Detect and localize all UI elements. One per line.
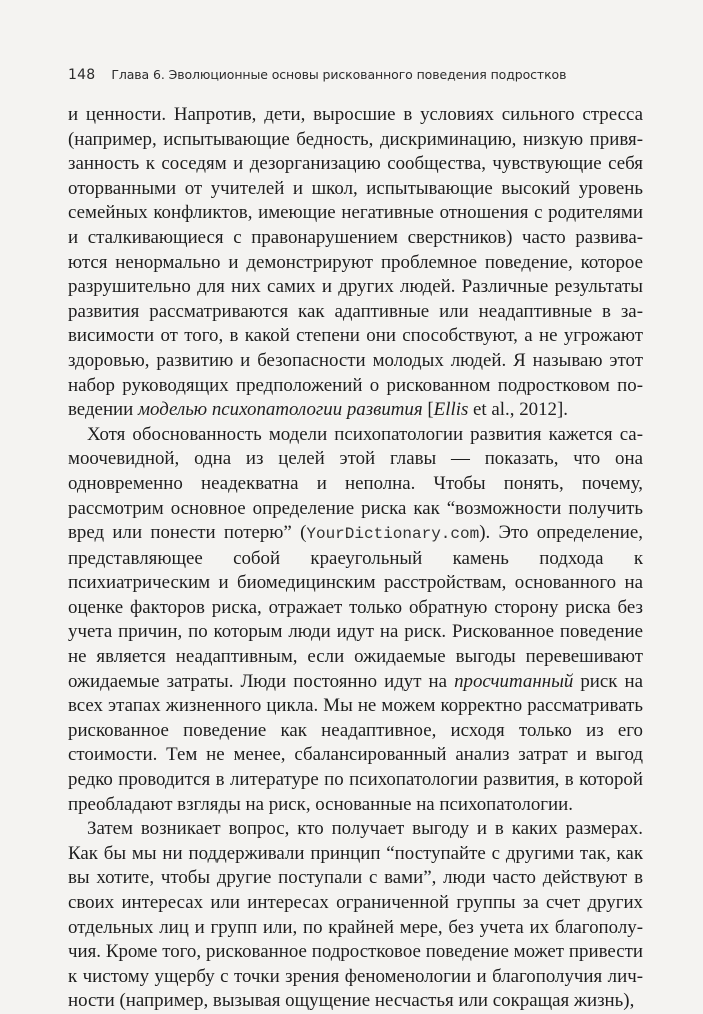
source-name: YourDictionary.com [306,525,480,544]
text-run: Хотя обоснованность модели психопатологии развития кажется самоочевидной, одна из целей этой главы — показать, что она одновременно неадекватна и неполна. Чтобы понять, почему, рассмотрим основное определение риска как “возможности получить вред или понести потерю” ( [68,423,643,544]
text-run: Затем возникает вопрос, кто получает выгоду и в каких размерах. Как бы мы ни поддерживали принцип “поступайте с другими так, как вы хотите, чтобы другие поступали с вами”, люди часто действуют в своих интересах или интересах ограниченной группы за счет других отдельных лиц и групп или, по крайней мере, без учета их благополучия. Кроме того, рискованное подростковое поведение может привести к чистому ущербу с точки зрения феноменологии и благополучия личности (например, вызывая ощущение несчастья или сокращая жизнь), [68,818,643,1012]
text-run: риск на всех этапах жизненного цикла. Мы не можем корректно рассматривать рискованное поведение как неадаптивное, исходя только из его стоимости. Тем не менее, сбалансированный анализ затрат и выгод редко проводится в литературе по психопатологии развития, в которой преобладают взгляды на риск, основанные на психопатологии. [68,670,643,815]
text-run: и ценности. Напротив, дети, выросшие в условиях сильного стресса (например, испытывающие бедность, дискриминацию, низкую привязанность к соседям и дезорганизацию сообщества, чувствующие себя оторванными от учителей и школ, испытывающие высокий уровень семейных конфликтов, имеющие негативные отношения с родителями и сталкивающиеся с правонарушением сверстников) часто развиваются ненормально и демонстрируют проблемное поведение, которое разрушительно для них самих и других людей. Различные результаты развития рассматриваются как адаптивные или неадаптивные в зависимости от того, в какой степени они способствуют, а не угрожают здоровью, развитию и безопасности молодых людей. Я называю этот набор руководящих предположений о рискованном подростковом поведении [68,104,643,421]
text-run: et al., 2012]. [468,399,568,421]
text-run: [ [422,399,434,421]
emphasis-text: моделью психопатологии развития [138,399,423,421]
paragraph [68,817,643,1014]
running-header [68,67,566,83]
chapter-title: Глава 6. Эволюционные основы рискованного поведения подростков [111,67,567,82]
paragraph [68,423,643,818]
body-text [68,103,643,1014]
paragraph [68,103,643,423]
emphasis-text: просчитанный [454,670,574,692]
text-run: ). Это определение, представляющее собой краеугольный камень подхода к психиатрическим и биомедицинским расстройствам, основанного на оценке факторов риска, отражает только обратную сторону риска без учета причин, по которым люди идут на риск. Рискованное поведение не является неадаптивным, если ожидаемые выгоды перевешивают ожидаемые затраты. Люди постоянно идут на [68,522,643,692]
page-number: 148 [68,67,96,83]
emphasis-text: Ellis [433,399,469,421]
